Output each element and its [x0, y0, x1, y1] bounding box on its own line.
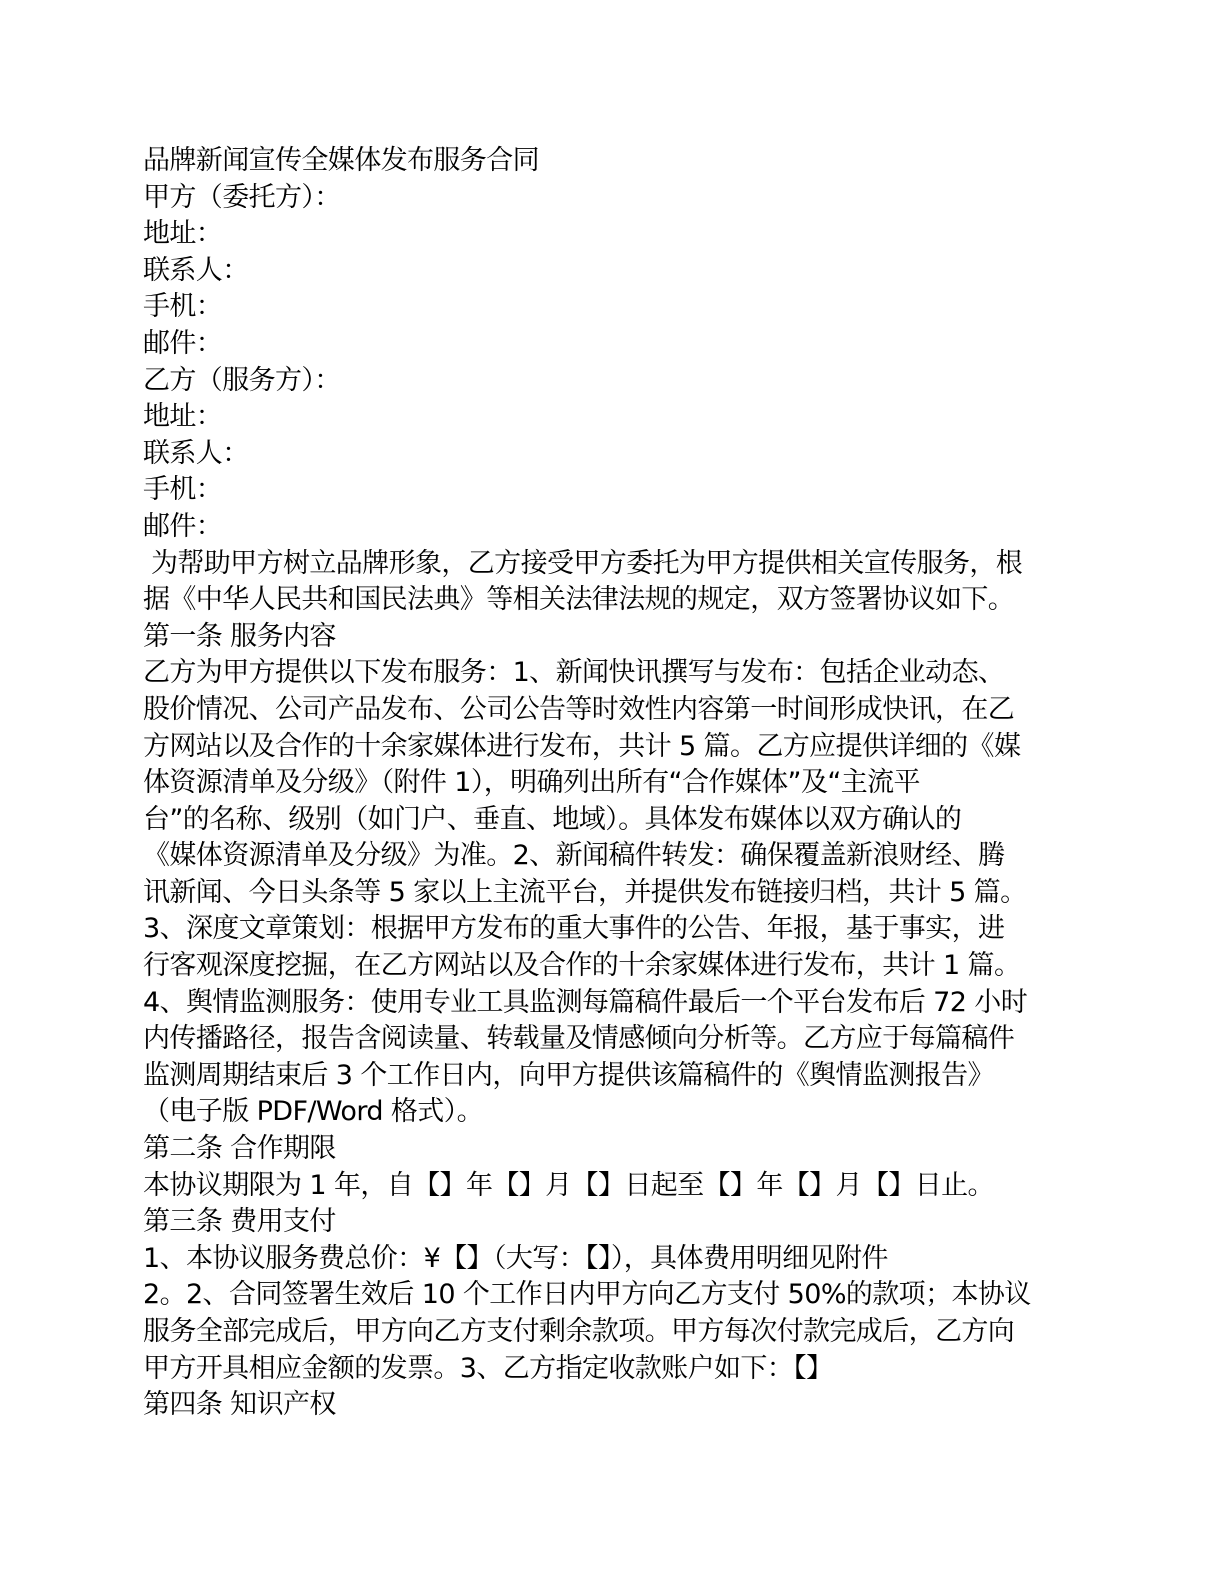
article-line: 《媒体资源清单及分级》为准。2、新闻稿件转发：确保覆盖新浪财经、腾: [143, 840, 1005, 872]
article-heading: 第四条 知识产权: [143, 1389, 336, 1421]
article-1: [143, 619, 1083, 1131]
party-a-heading: 甲方（委托方）：: [143, 181, 341, 213]
article-line: 4、舆情监测服务：使用专业工具监测每篇稿件最后一个平台发布后 72 小时: [143, 986, 1028, 1018]
article-heading: 第三条 费用支付: [143, 1206, 336, 1238]
party-a-address-label: 地址：: [143, 218, 223, 250]
article-2: [143, 1131, 1083, 1204]
party-b-heading: 乙方（服务方）：: [143, 364, 341, 396]
article-heading: 第一条 服务内容: [143, 620, 336, 652]
party-b-email-label: 邮件：: [143, 510, 223, 542]
party-b-section: [143, 363, 1083, 546]
article-line: 体资源清单及分级》（附件 1），明确列出所有“合作媒体”及“主流平: [143, 767, 920, 799]
party-b-contact-label: 联系人：: [143, 437, 249, 469]
article-line: 股价情况、公司产品发布、公司公告等时效性内容第一时间形成快讯，在乙: [143, 693, 1015, 725]
contract-page: [143, 143, 1083, 1424]
article-heading: 第二条 合作期限: [143, 1133, 336, 1165]
article-line: 行客观深度挖掘，在乙方网站以及合作的十余家媒体进行发布，共计 1 篇。: [143, 950, 1021, 982]
article-line: 本协议期限为 1 年，自【】年【】月【】日起至【】年【】月【】日止。: [143, 1169, 994, 1201]
party-a-email-label: 邮件：: [143, 327, 223, 359]
preamble: [143, 546, 1083, 619]
article-line: 方网站以及合作的十余家媒体进行发布，共计 5 篇。乙方应提供详细的《媒: [143, 730, 1021, 762]
preamble-line: 据《中华人民共和国民法典》等相关法律法规的规定，双方签署协议如下。: [143, 584, 1015, 616]
party-b-address-label: 地址：: [143, 401, 223, 433]
preamble-line: 为帮助甲方树立品牌形象，乙方接受甲方委托为甲方提供相关宣传服务，根: [143, 547, 1023, 579]
article-line: 监测周期结束后 3 个工作日内，向甲方提供该篇稿件的《舆情监测报告》: [143, 1059, 994, 1091]
party-a-section: [143, 180, 1083, 363]
article-4: [143, 1387, 1083, 1424]
article-line: （电子版 PDF/Word 格式）。: [143, 1096, 483, 1128]
article-line: 服务全部完成后，甲方向乙方支付剩余款项。甲方每次付款完成后，乙方向: [143, 1316, 1015, 1347]
article-line: 2。2、合同签署生效后 10 个工作日内甲方向乙方支付 50%的款项；本协议: [143, 1279, 1031, 1311]
article-line: 1、本协议服务费总价：¥【】（大写：【】），具体费用明细见附件: [143, 1242, 888, 1274]
article-line: 台”的名称、级别（如门户、垂直、地域）。具体发布媒体以双方确认的: [143, 803, 962, 835]
article-3: [143, 1204, 1083, 1387]
document-title: 品牌新闻宣传全媒体发布服务合同: [143, 145, 539, 176]
article-line: 甲方开具相应金额的发票。3、乙方指定收款账户如下：【】: [143, 1352, 833, 1384]
article-line: 讯新闻、今日头条等 5 家以上主流平台，并提供发布链接归档，共计 5 篇。: [143, 876, 1027, 908]
article-line: 乙方为甲方提供以下发布服务：1、新闻快讯撰写与发布：包括企业动态、: [143, 657, 1005, 689]
party-a-phone-label: 手机：: [143, 291, 223, 323]
article-line: 3、深度文章策划：根据甲方发布的重大事件的公告、年报，基于事实，进: [143, 913, 1005, 945]
party-b-phone-label: 手机：: [143, 474, 223, 506]
article-line: 内传播路径，报告含阅读量、转载量及情感倾向分析等。乙方应于每篇稿件: [143, 1023, 1015, 1055]
party-a-contact-label: 联系人：: [143, 254, 249, 286]
